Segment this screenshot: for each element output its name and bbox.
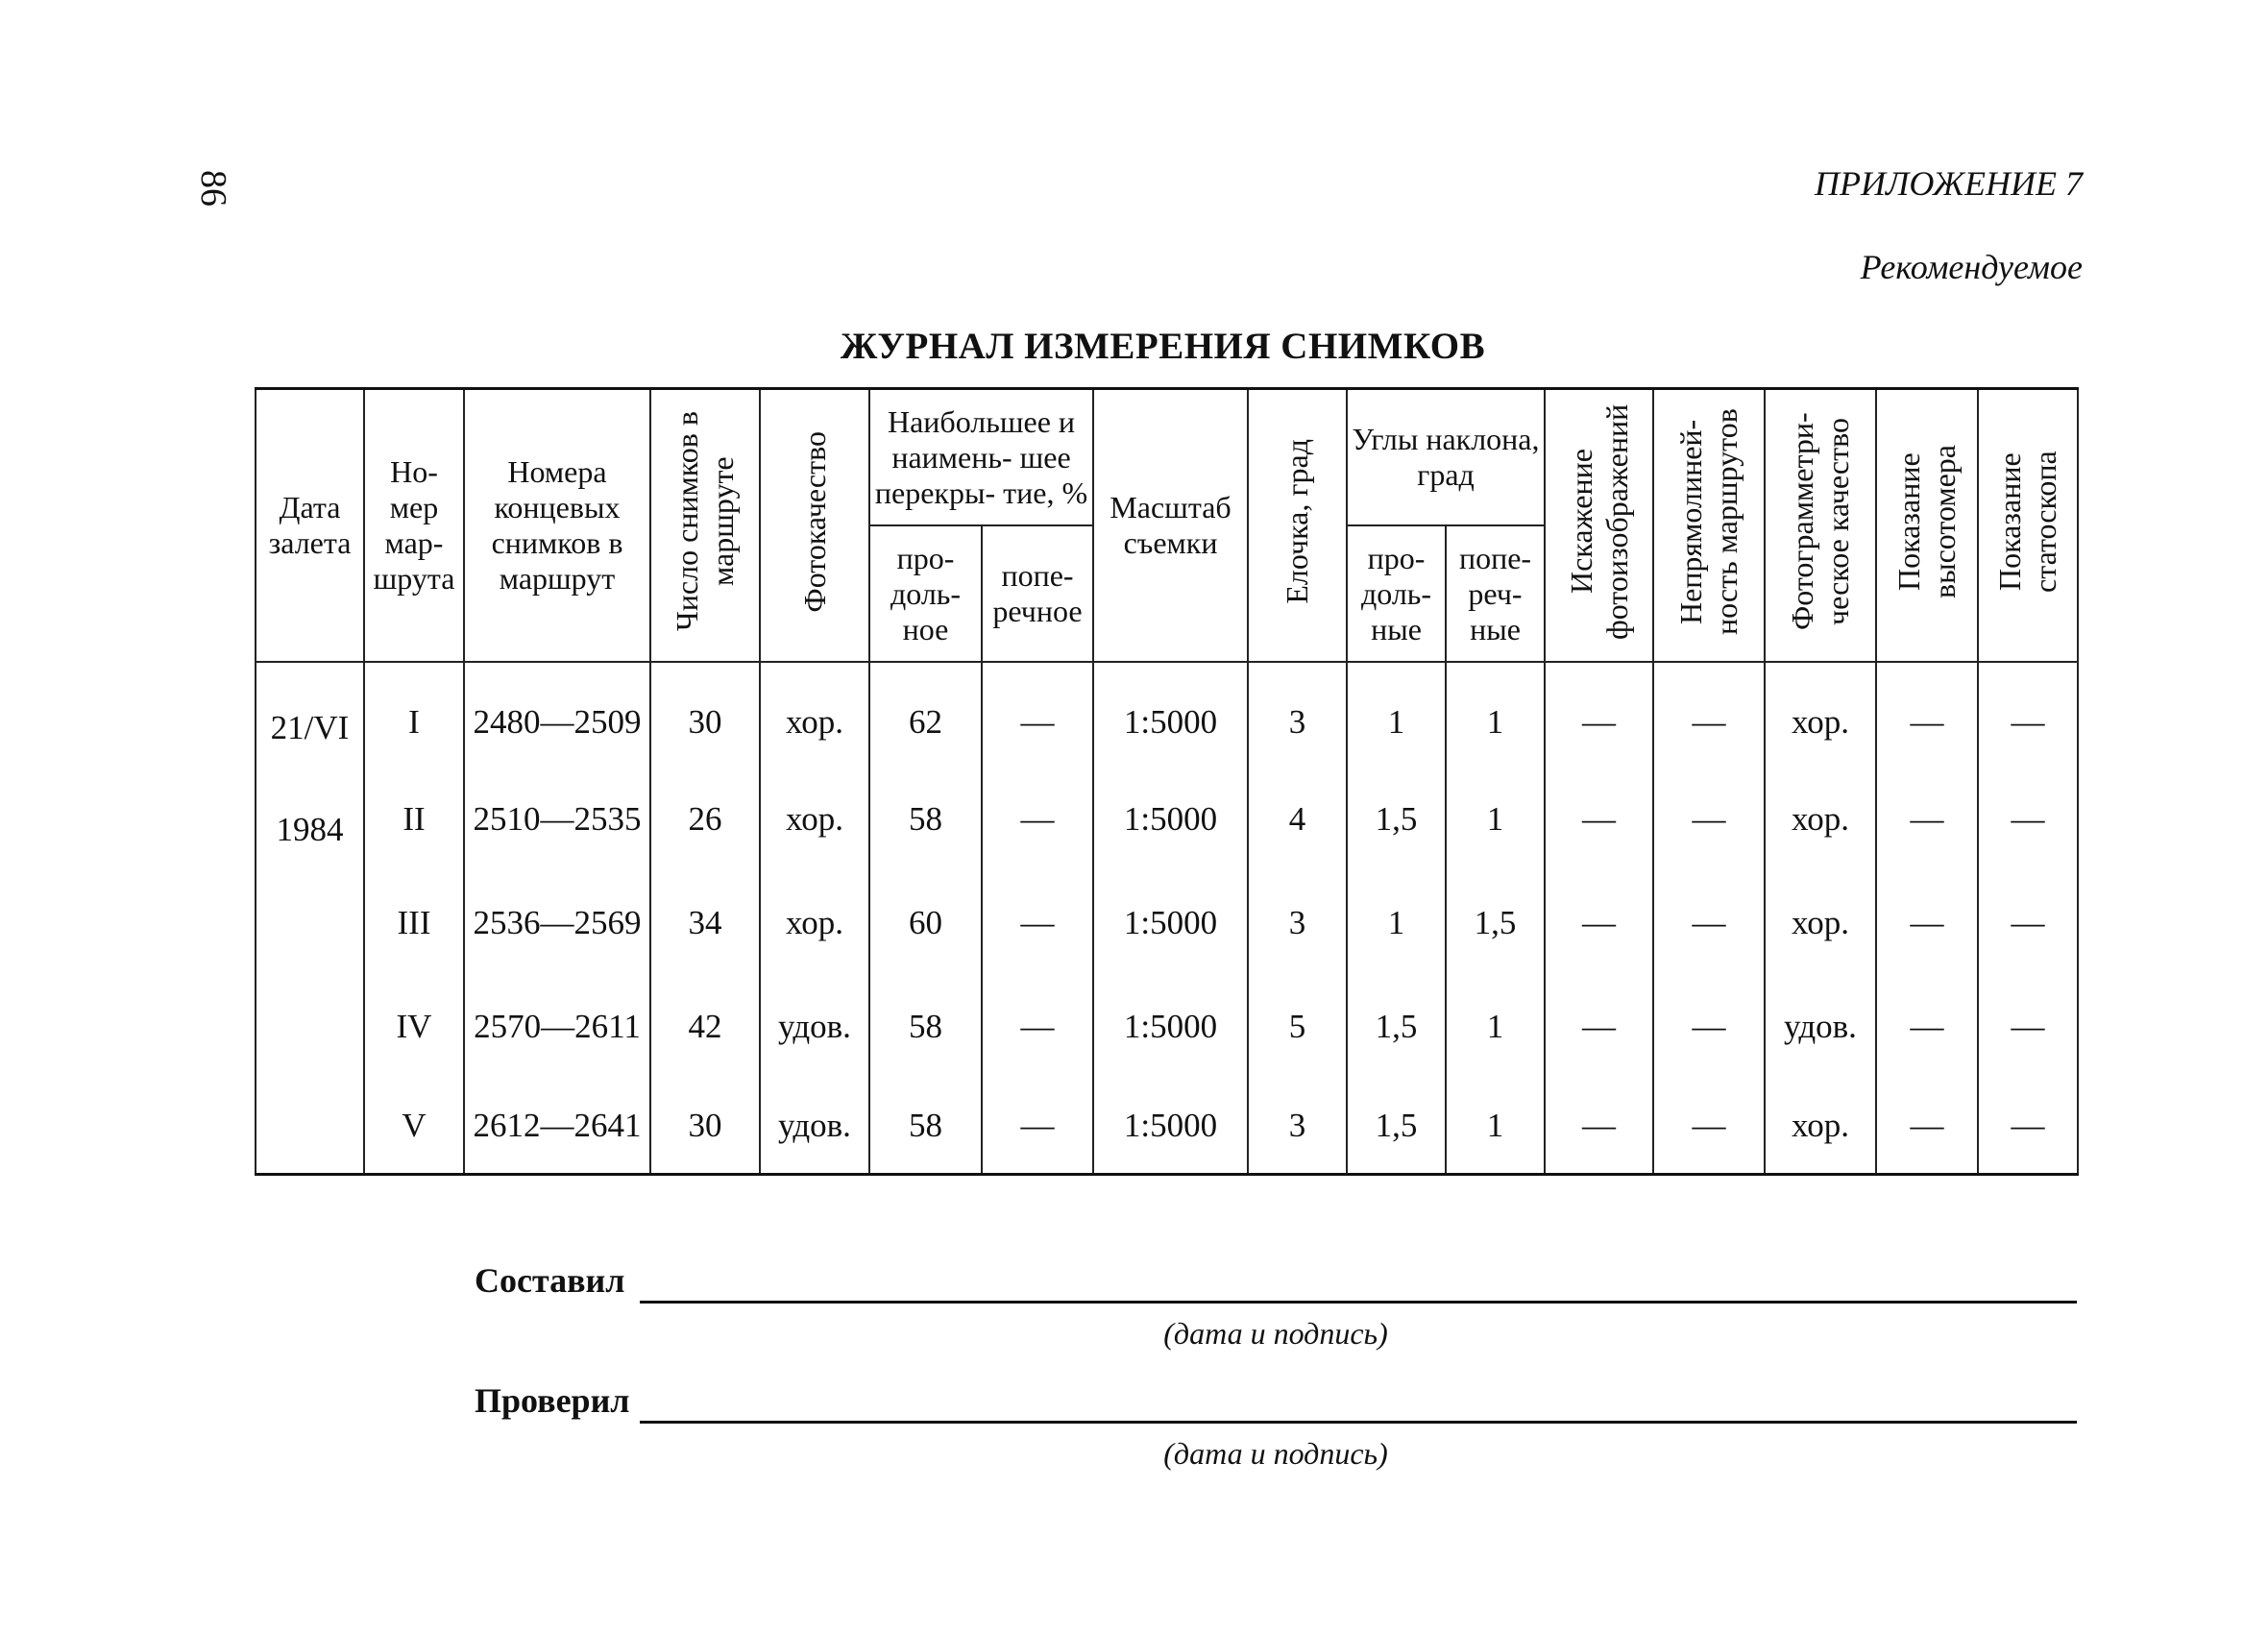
- header-end-frames: Номера концевых снимков в маршрут: [464, 389, 650, 663]
- frames-cell: 2536—2569: [464, 871, 650, 975]
- header-nonlinearity-text: Непрямолиней- ность маршрутов: [1673, 408, 1744, 635]
- altimeter-cell: —: [1876, 871, 1978, 975]
- header-overlap-transverse: попе- речное: [982, 525, 1093, 662]
- header-tilt-longitudinal: про- доль- ные: [1347, 525, 1446, 662]
- table-row: [256, 662, 2078, 768]
- distortion-cell: —: [1545, 662, 1653, 768]
- tilt-trans-cell: 1,5: [1446, 871, 1545, 975]
- overlap-long-cell: 58: [869, 975, 982, 1079]
- appendix-label: ПРИЛОЖЕНИЕ 7: [1815, 164, 2083, 203]
- date-line-1: 21/VI: [270, 709, 350, 746]
- header-photogrammetric: [1765, 389, 1876, 663]
- overlap-trans-cell: —: [982, 871, 1093, 975]
- page-title-text: ЖУРНАЛ ИЗМЕРЕНИЯ СНИМКОВ: [840, 326, 1486, 367]
- header-herringbone: [1248, 389, 1347, 663]
- header-photo-quality: [760, 389, 869, 663]
- distortion-cell: —: [1545, 871, 1653, 975]
- route-cell: V: [364, 1079, 464, 1175]
- photogrammetric-cell: удов.: [1765, 975, 1876, 1079]
- tilt-trans-cell: 1: [1446, 768, 1545, 871]
- header-overlap: Наибольшее и наимень- шее перекры- тие, %: [869, 389, 1093, 526]
- herringbone-cell: 4: [1248, 768, 1347, 871]
- header-altimeter: [1876, 389, 1978, 663]
- frames-cell: 2510—2535: [464, 768, 650, 871]
- overlap-trans-cell: —: [982, 662, 1093, 768]
- overlap-trans-cell: —: [982, 768, 1093, 871]
- overlap-long-cell: 58: [869, 1079, 982, 1175]
- scale-cell: 1:5000: [1093, 975, 1248, 1079]
- herringbone-cell: 3: [1248, 1079, 1347, 1175]
- count-cell: 42: [650, 975, 760, 1079]
- header-frame-count: [650, 389, 760, 663]
- measurement-journal-table: [255, 387, 2079, 1176]
- tilt-long-cell: 1: [1347, 662, 1446, 768]
- nonlinearity-cell: —: [1653, 975, 1765, 1079]
- header-distortion-text: Искажение фотоизображений: [1563, 403, 1634, 640]
- statoscope-cell: —: [1978, 975, 2078, 1079]
- route-cell: I: [364, 662, 464, 768]
- signature-compiled-caption: (дата и подпись): [1163, 1316, 1388, 1351]
- header-overlap-longitudinal: про- доль- ное: [869, 525, 982, 662]
- scale-cell: 1:5000: [1093, 768, 1248, 871]
- route-cell: II: [364, 768, 464, 871]
- quality-cell: хор.: [760, 871, 869, 975]
- overlap-long-cell: 58: [869, 768, 982, 871]
- statoscope-cell: —: [1978, 768, 2078, 871]
- quality-cell: удов.: [760, 1079, 869, 1175]
- signature-checked-line: [640, 1421, 2077, 1424]
- altimeter-cell: —: [1876, 768, 1978, 871]
- herringbone-cell: 3: [1248, 662, 1347, 768]
- header-date: Дата залета: [256, 389, 364, 663]
- overlap-long-cell: 60: [869, 871, 982, 975]
- table-row: [256, 768, 2078, 871]
- nonlinearity-cell: —: [1653, 1079, 1765, 1175]
- quality-cell: удов.: [760, 975, 869, 1079]
- page-number: 86: [193, 170, 233, 207]
- frames-cell: 2612—2641: [464, 1079, 650, 1175]
- statoscope-cell: —: [1978, 1079, 2078, 1175]
- tilt-trans-cell: 1: [1446, 975, 1545, 1079]
- overlap-trans-cell: —: [982, 975, 1093, 1079]
- count-cell: 30: [650, 1079, 760, 1175]
- date-cell: [256, 662, 364, 1175]
- header-distortion: [1545, 389, 1653, 663]
- count-cell: 30: [650, 662, 760, 768]
- overlap-long-cell: 62: [869, 662, 982, 768]
- count-cell: 26: [650, 768, 760, 871]
- photogrammetric-cell: хор.: [1765, 871, 1876, 975]
- header-frame-count-text: Число снимков в маршруте: [670, 411, 740, 632]
- altimeter-cell: —: [1876, 662, 1978, 768]
- herringbone-cell: 5: [1248, 975, 1347, 1079]
- header-altimeter-text: Показание высотомера: [1891, 445, 1962, 598]
- count-cell: 34: [650, 871, 760, 975]
- quality-cell: хор.: [760, 662, 869, 768]
- signature-compiled-line: [640, 1301, 2077, 1304]
- recommended-label: Рекомендуемое: [1860, 248, 2083, 286]
- herringbone-cell: 3: [1248, 871, 1347, 975]
- tilt-long-cell: 1: [1347, 871, 1446, 975]
- tilt-long-cell: 1,5: [1347, 1079, 1446, 1175]
- distortion-cell: —: [1545, 1079, 1653, 1175]
- date-line-2: 1984: [276, 811, 344, 848]
- distortion-cell: —: [1545, 975, 1653, 1079]
- header-nonlinearity: [1653, 389, 1765, 663]
- header-scale: Масштаб съемки: [1093, 389, 1248, 663]
- header-herringbone-text: Елочка, град: [1280, 439, 1314, 604]
- header-tilt: Углы наклона, град: [1347, 389, 1545, 526]
- table-row: [256, 1079, 2078, 1175]
- header-photo-quality-text: Фотокачество: [796, 430, 832, 613]
- distortion-cell: —: [1545, 768, 1653, 871]
- photogrammetric-cell: хор.: [1765, 1079, 1876, 1175]
- header-statoscope-text: Показание статоскопа: [1992, 451, 2062, 593]
- nonlinearity-cell: —: [1653, 871, 1765, 975]
- signature-compiled-label: Составил: [475, 1261, 625, 1300]
- statoscope-cell: —: [1978, 662, 2078, 768]
- tilt-trans-cell: 1: [1446, 1079, 1545, 1175]
- header-photogrammetric-text: Фотограмметри- ческое качество: [1785, 412, 1855, 631]
- scale-cell: 1:5000: [1093, 1079, 1248, 1175]
- photogrammetric-cell: хор.: [1765, 662, 1876, 768]
- tilt-trans-cell: 1: [1446, 662, 1545, 768]
- page-title: [0, 325, 2268, 368]
- overlap-trans-cell: —: [982, 1079, 1093, 1175]
- route-cell: IV: [364, 975, 464, 1079]
- tilt-long-cell: 1,5: [1347, 768, 1446, 871]
- scale-cell: 1:5000: [1093, 871, 1248, 975]
- statoscope-cell: —: [1978, 871, 2078, 975]
- quality-cell: хор.: [760, 768, 869, 871]
- tilt-long-cell: 1,5: [1347, 975, 1446, 1079]
- nonlinearity-cell: —: [1653, 662, 1765, 768]
- header-route: Но- мер мар- шрута: [364, 389, 464, 663]
- route-cell: III: [364, 871, 464, 975]
- altimeter-cell: —: [1876, 1079, 1978, 1175]
- frames-cell: 2570—2611: [464, 975, 650, 1079]
- signature-checked-label: Проверил: [475, 1381, 630, 1420]
- table-row: [256, 871, 2078, 975]
- altimeter-cell: —: [1876, 975, 1978, 1079]
- frames-cell: 2480—2509: [464, 662, 650, 768]
- signature-checked-caption: (дата и подпись): [1163, 1436, 1388, 1471]
- header-statoscope: [1978, 389, 2078, 663]
- scale-cell: 1:5000: [1093, 662, 1248, 768]
- header-tilt-transverse: попе- реч- ные: [1446, 525, 1545, 662]
- photogrammetric-cell: хор.: [1765, 768, 1876, 871]
- nonlinearity-cell: —: [1653, 768, 1765, 871]
- table-row: [256, 975, 2078, 1079]
